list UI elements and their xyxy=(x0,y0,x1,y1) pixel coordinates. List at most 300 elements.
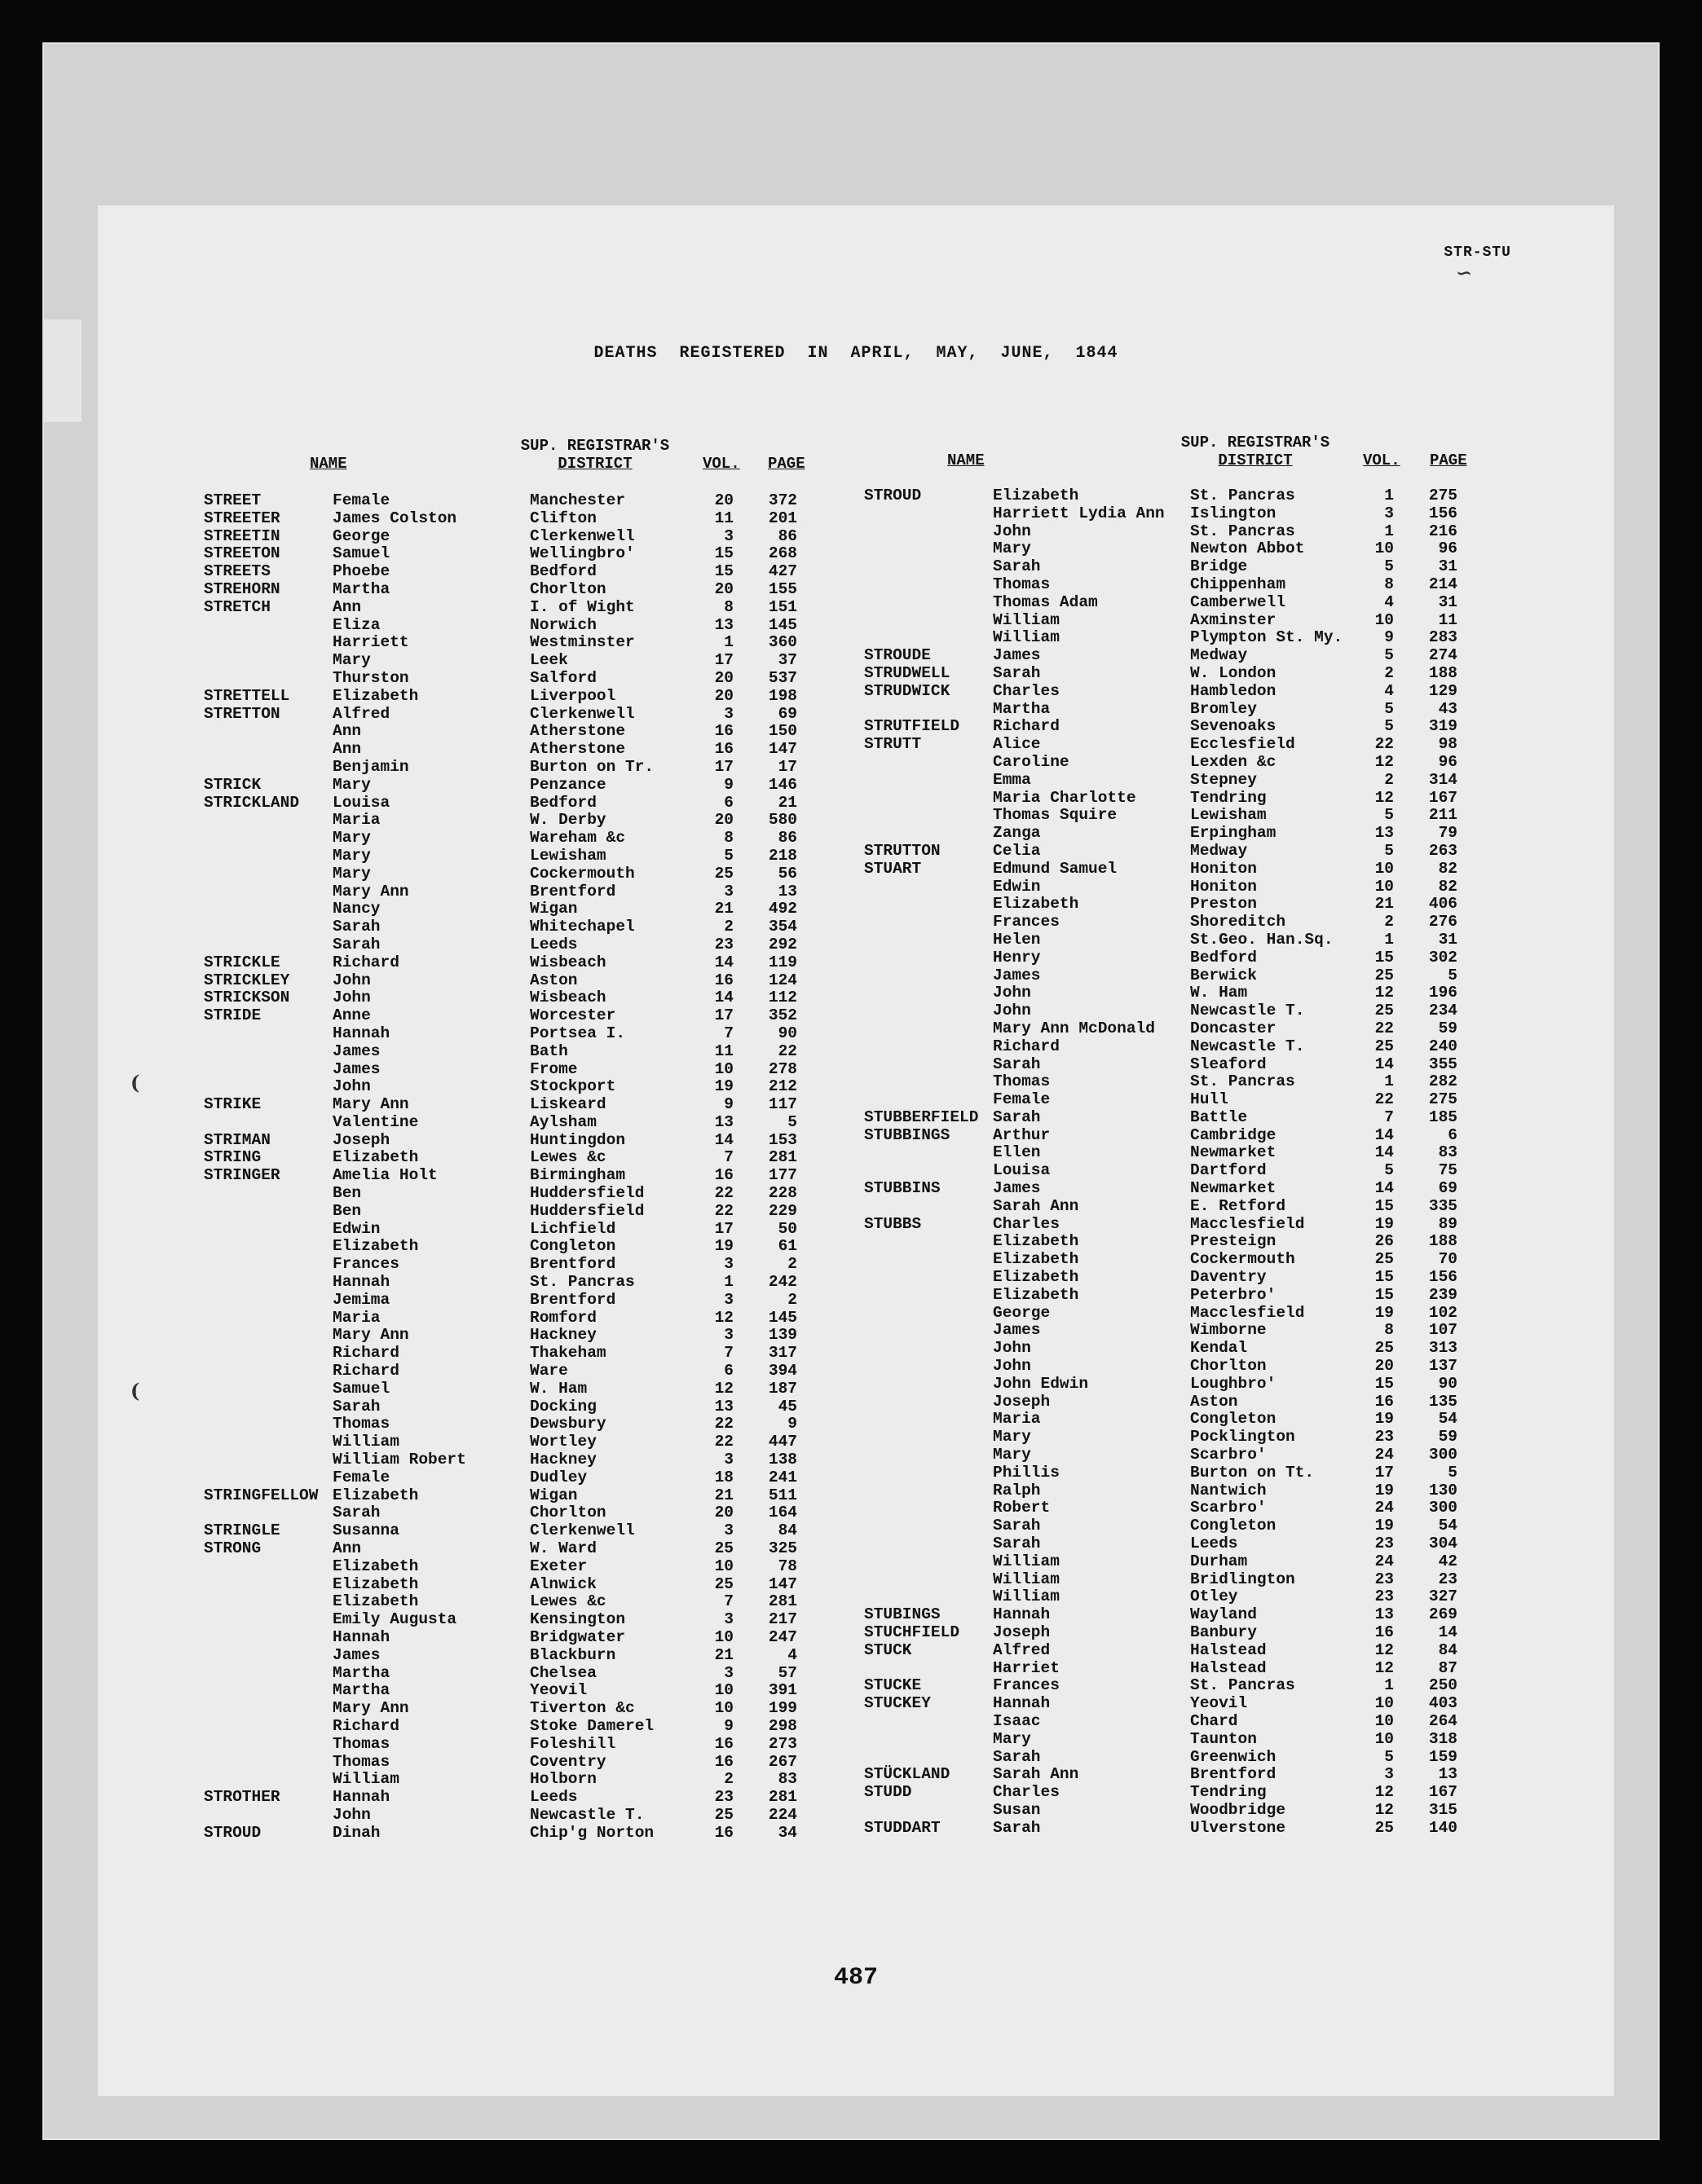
district: E. Retford xyxy=(1190,1196,1286,1215)
page-number: 11 xyxy=(1438,610,1457,629)
volume: 22 xyxy=(1374,1019,1394,1037)
district: Birmingham xyxy=(530,1166,626,1185)
volume: 23 xyxy=(714,935,734,953)
page-number: 146 xyxy=(768,775,797,794)
district: Exeter xyxy=(530,1557,588,1575)
district: Aston xyxy=(530,971,578,989)
volume: 5 xyxy=(1384,557,1394,576)
film-edge-tab xyxy=(44,319,82,422)
surname: STRICKSON xyxy=(204,989,290,1007)
volume: 4 xyxy=(1384,592,1394,611)
forename: Samuel xyxy=(333,1379,390,1398)
district: Congleton xyxy=(1190,1410,1276,1429)
volume: 3 xyxy=(1384,504,1394,522)
district: Stoke Damerel xyxy=(530,1716,655,1735)
forename: Elizabeth xyxy=(333,1237,419,1256)
page-number: 135 xyxy=(1428,1392,1457,1411)
surname: STUDD xyxy=(864,1783,912,1802)
volume: 15 xyxy=(1374,1285,1394,1304)
district: Newcastle T. xyxy=(1190,1037,1305,1055)
district: Wigan xyxy=(530,1486,578,1504)
surname: STRICKLE xyxy=(204,953,280,971)
volume: 1 xyxy=(724,633,734,652)
forename: John xyxy=(333,1805,371,1824)
volume: 19 xyxy=(1374,1410,1394,1429)
forename: Elizabeth xyxy=(993,895,1079,914)
district: Doncaster xyxy=(1190,1019,1276,1037)
forename: Benjamin xyxy=(333,757,409,776)
district: Brentford xyxy=(530,1290,616,1309)
forename: Ann xyxy=(333,1539,362,1558)
district: Cockermouth xyxy=(530,864,635,883)
forename: Edwin xyxy=(333,1219,381,1238)
forename: John xyxy=(333,1077,371,1096)
volume: 13 xyxy=(1374,824,1394,843)
margin-mark: ( xyxy=(130,1379,140,1402)
surname: STUBBINGS xyxy=(864,1125,950,1144)
surname: STREETS xyxy=(204,562,271,581)
forename: Henry xyxy=(993,948,1041,967)
district: Honiton xyxy=(1190,859,1257,878)
forename: Joseph xyxy=(993,1392,1051,1411)
volume: 1 xyxy=(1384,1072,1394,1091)
right-district-header xyxy=(1166,434,1345,469)
district: Liverpool xyxy=(530,686,616,705)
surname: STRICK xyxy=(204,775,262,794)
district: Liskeard xyxy=(530,1095,606,1114)
forename: Sarah xyxy=(333,1397,381,1416)
page-number: 151 xyxy=(768,597,797,616)
page-number: 21 xyxy=(778,793,797,812)
forename: Thomas xyxy=(993,575,1051,593)
district: Chard xyxy=(1190,1711,1238,1730)
district: Brentford xyxy=(530,1255,616,1274)
forename: Mary xyxy=(333,829,371,848)
forename: Louisa xyxy=(993,1161,1051,1180)
district: Wayland xyxy=(1190,1605,1257,1624)
volume: 10 xyxy=(1374,1694,1394,1713)
district: W. Ward xyxy=(530,1539,597,1558)
page-number: 281 xyxy=(768,1788,797,1807)
forename: Elizabeth xyxy=(993,487,1079,504)
page-number: 96 xyxy=(1438,752,1457,771)
forename: Alfred xyxy=(333,704,390,723)
forename: Martha xyxy=(333,579,390,598)
volume: 19 xyxy=(714,1237,734,1256)
forename: Hannah xyxy=(333,1024,390,1042)
volume: 25 xyxy=(714,864,734,883)
page-number: 391 xyxy=(768,1681,797,1700)
volume: 12 xyxy=(714,1379,734,1398)
district: Daventry xyxy=(1190,1268,1267,1287)
page-number: 250 xyxy=(1428,1676,1457,1695)
district: Chorlton xyxy=(530,579,606,598)
forename: Mary Ann xyxy=(333,882,409,900)
volume: 8 xyxy=(724,597,734,616)
volume: 11 xyxy=(714,1041,734,1060)
forename: Jemima xyxy=(333,1290,390,1309)
page-number: 580 xyxy=(768,811,797,830)
page-number: 54 xyxy=(1438,1517,1457,1535)
folio-number: 487 xyxy=(833,1964,878,1992)
surname: STUBINGS xyxy=(864,1605,941,1624)
surname: STUCHFIELD xyxy=(864,1623,960,1641)
district: Berwick xyxy=(1190,966,1257,984)
forename: Charles xyxy=(993,1783,1060,1802)
forename: John xyxy=(993,522,1031,540)
district: Medway xyxy=(1190,646,1248,665)
forename: Thomas xyxy=(993,1072,1051,1091)
district: Bath xyxy=(530,1041,568,1060)
forename: Isaac xyxy=(993,1711,1041,1730)
page-number: 403 xyxy=(1428,1694,1457,1713)
district: Blackburn xyxy=(530,1645,616,1664)
forename: Sarah xyxy=(993,1517,1041,1535)
district: Ware xyxy=(530,1362,568,1380)
district: Newmarket xyxy=(1190,1179,1276,1198)
page-number: 96 xyxy=(1438,539,1457,558)
forename: Mary xyxy=(333,775,371,794)
volume: 15 xyxy=(1374,1196,1394,1215)
volume: 7 xyxy=(724,1148,734,1167)
volume: 3 xyxy=(724,526,734,545)
page-number: 229 xyxy=(768,1201,797,1220)
page-number: 107 xyxy=(1428,1321,1457,1340)
forename: Maria xyxy=(333,811,381,830)
surname: STREHORN xyxy=(204,579,280,598)
volume: 16 xyxy=(714,740,734,759)
volume: 1 xyxy=(724,1273,734,1292)
volume: 18 xyxy=(714,1468,734,1486)
surname: STROUD xyxy=(204,1823,262,1842)
volume: 3 xyxy=(724,1290,734,1309)
forename: Harriet xyxy=(993,1658,1060,1677)
volume: 9 xyxy=(724,1095,734,1114)
page-number: 43 xyxy=(1438,699,1457,718)
page-number: 187 xyxy=(768,1379,797,1398)
page-number: 102 xyxy=(1428,1303,1457,1322)
volume: 10 xyxy=(1374,859,1394,878)
page-number: 147 xyxy=(768,740,797,759)
forename: Thomas xyxy=(333,1415,390,1433)
volume: 20 xyxy=(714,668,734,687)
forename: Hannah xyxy=(333,1273,390,1292)
page-number: 50 xyxy=(778,1219,797,1238)
page-number: 22 xyxy=(778,1041,797,1060)
volume: 26 xyxy=(1374,1232,1394,1251)
volume: 23 xyxy=(1374,1570,1394,1588)
district: Otley xyxy=(1190,1587,1238,1606)
forename: James xyxy=(993,1321,1041,1340)
page-number: 23 xyxy=(1438,1570,1457,1588)
district: Hackney xyxy=(530,1326,597,1345)
district: Whitechapel xyxy=(530,918,635,936)
page-number: 325 xyxy=(768,1539,797,1558)
forename: Maria Charlotte xyxy=(993,788,1136,807)
surname: STRING xyxy=(204,1148,262,1167)
right-name-header: NAME xyxy=(947,451,985,469)
forename: Ralph xyxy=(993,1481,1041,1499)
district: Honiton xyxy=(1190,877,1257,896)
district: Nantwich xyxy=(1190,1481,1267,1499)
volume: 2 xyxy=(1384,770,1394,789)
district: Newcastle T. xyxy=(1190,1002,1305,1020)
page-number: 185 xyxy=(1428,1107,1457,1126)
forename: Caroline xyxy=(993,752,1069,771)
left-name-header: NAME xyxy=(310,455,347,473)
forename: Sarah xyxy=(993,1818,1041,1837)
page-number: 268 xyxy=(768,544,797,563)
volume: 19 xyxy=(1374,1303,1394,1322)
district: Brentford xyxy=(530,882,616,900)
surname: STRINGER xyxy=(204,1166,280,1185)
district: Leeds xyxy=(530,1788,578,1807)
district: Salford xyxy=(530,668,597,687)
volume: 3 xyxy=(724,1451,734,1469)
district: Battle xyxy=(1190,1107,1248,1126)
surname: STUCKEY xyxy=(864,1694,931,1713)
district: Hull xyxy=(1190,1090,1228,1109)
volume: 15 xyxy=(1374,1374,1394,1393)
page-number: 84 xyxy=(1438,1640,1457,1659)
forename: James xyxy=(333,1645,381,1664)
forename: Elizabeth xyxy=(333,1486,419,1504)
volume: 16 xyxy=(1374,1623,1394,1641)
forename: Frances xyxy=(993,913,1060,931)
district: Dudley xyxy=(530,1468,588,1486)
volume: 24 xyxy=(1374,1446,1394,1464)
district: Foleshill xyxy=(530,1734,616,1753)
district: Bromley xyxy=(1190,699,1257,718)
district: W. London xyxy=(1190,663,1276,682)
surname: STUCK xyxy=(864,1640,912,1659)
page-number: 360 xyxy=(768,633,797,652)
volume: 5 xyxy=(724,846,734,865)
volume: 10 xyxy=(1374,1729,1394,1748)
page-number: 211 xyxy=(1428,806,1457,825)
page-number: 177 xyxy=(768,1166,797,1185)
surname: STUBBS xyxy=(864,1214,922,1233)
volume: 12 xyxy=(1374,984,1394,1002)
forename: Ben xyxy=(333,1201,362,1220)
volume: 12 xyxy=(1374,788,1394,807)
forename: Sarah xyxy=(993,1747,1041,1766)
page-number: 150 xyxy=(768,722,797,741)
forename: Thomas Adam xyxy=(993,592,1098,611)
forename: Sarah Ann xyxy=(993,1765,1079,1784)
page-number: 31 xyxy=(1438,557,1457,576)
forename: Mary xyxy=(993,1428,1031,1446)
volume: 9 xyxy=(724,775,734,794)
page-number: 2 xyxy=(787,1255,797,1274)
forename: Martha xyxy=(333,1663,390,1682)
forename: Female xyxy=(333,491,390,509)
forename: Harriett xyxy=(333,633,409,652)
page-number: 198 xyxy=(768,686,797,705)
page-number: 61 xyxy=(778,1237,797,1256)
volume: 10 xyxy=(714,1681,734,1700)
district: Wigan xyxy=(530,900,578,918)
volume: 12 xyxy=(1374,1640,1394,1659)
forename: William xyxy=(993,1570,1060,1588)
volume: 7 xyxy=(724,1344,734,1363)
surname: STRUTFIELD xyxy=(864,717,960,736)
district: Shoreditch xyxy=(1190,913,1286,931)
page-number: 263 xyxy=(1428,841,1457,860)
forename: James xyxy=(333,1041,381,1060)
page-number: 298 xyxy=(768,1716,797,1735)
forename: James xyxy=(993,966,1041,984)
volume: 20 xyxy=(714,1504,734,1522)
page-number: 304 xyxy=(1428,1535,1457,1553)
volume: 7 xyxy=(724,1024,734,1042)
district: Alnwick xyxy=(530,1574,597,1593)
forename: Helen xyxy=(993,930,1041,949)
district: Newton Abbot xyxy=(1190,539,1305,558)
district: Leeds xyxy=(1190,1535,1238,1553)
page-number: 145 xyxy=(768,1308,797,1327)
page-number: 278 xyxy=(768,1059,797,1078)
forename: Thomas xyxy=(333,1734,390,1753)
volume: 11 xyxy=(714,509,734,527)
forename: James xyxy=(993,1179,1041,1198)
forename: Amelia Holt xyxy=(333,1166,438,1185)
page-number: 188 xyxy=(1428,1232,1457,1251)
district: Medway xyxy=(1190,841,1248,860)
district: Bridlington xyxy=(1190,1570,1295,1588)
district: Newcastle T. xyxy=(530,1805,645,1824)
district: Huntingdon xyxy=(530,1130,626,1149)
page-number: 201 xyxy=(768,509,797,527)
forename: Elizabeth xyxy=(333,1592,419,1611)
volume: 2 xyxy=(1384,663,1394,682)
surname: STREETON xyxy=(204,544,280,563)
volume: 20 xyxy=(714,579,734,598)
forename: Phoebe xyxy=(333,562,390,581)
left-page-header: PAGE xyxy=(768,455,805,473)
page-number: 124 xyxy=(768,971,797,989)
district: Coventry xyxy=(530,1752,606,1771)
forename: Hannah xyxy=(333,1628,390,1646)
forename: Thomas Squire xyxy=(993,806,1118,825)
district: Dartford xyxy=(1190,1161,1267,1180)
page-number: 4 xyxy=(787,1645,797,1664)
volume: 15 xyxy=(714,562,734,581)
page-number: 188 xyxy=(1428,663,1457,682)
forename: Mary Ann McDonald xyxy=(993,1019,1155,1037)
volume: 7 xyxy=(724,1592,734,1611)
district: Banbury xyxy=(1190,1623,1257,1641)
page-number: 228 xyxy=(768,1184,797,1203)
forename: Sarah xyxy=(333,1504,381,1522)
volume: 14 xyxy=(1374,1125,1394,1144)
volume: 19 xyxy=(1374,1214,1394,1233)
district: Thakeham xyxy=(530,1344,606,1363)
forename: Joseph xyxy=(333,1130,390,1149)
volume: 1 xyxy=(1384,1676,1394,1695)
forename: Martha xyxy=(333,1681,390,1700)
page-number: 17 xyxy=(778,757,797,776)
forename: Richard xyxy=(333,1362,399,1380)
forename: Elizabeth xyxy=(333,686,419,705)
district: Docking xyxy=(530,1397,597,1416)
volume: 24 xyxy=(1374,1499,1394,1517)
forename: Hannah xyxy=(993,1605,1051,1624)
district: I. of Wight xyxy=(530,597,635,616)
district: Clerkenwell xyxy=(530,526,635,545)
volume: 3 xyxy=(724,1255,734,1274)
district: Scarbro' xyxy=(1190,1446,1267,1464)
district: Manchester xyxy=(530,491,626,509)
forename: Ben xyxy=(333,1184,362,1203)
volume: 14 xyxy=(1374,1179,1394,1198)
volume: 14 xyxy=(714,953,734,971)
forename: William Robert xyxy=(333,1451,466,1469)
surname: STRICKLEY xyxy=(204,971,290,989)
forename: Edmund Samuel xyxy=(993,859,1118,878)
district: Woodbridge xyxy=(1190,1800,1286,1819)
page-number: 54 xyxy=(1438,1410,1457,1429)
page-number: 394 xyxy=(768,1362,797,1380)
volume: 17 xyxy=(714,1219,734,1238)
district: Bedford xyxy=(1190,948,1257,967)
forename: Ann xyxy=(333,722,362,741)
forename: Thomas xyxy=(333,1752,390,1771)
page-number: 240 xyxy=(1428,1037,1457,1055)
page-number: 300 xyxy=(1428,1446,1457,1464)
page-number: 130 xyxy=(1428,1481,1457,1499)
surname: STRUDWICK xyxy=(864,681,950,700)
volume: 3 xyxy=(724,1521,734,1540)
volume: 21 xyxy=(714,1645,734,1664)
page-number: 537 xyxy=(768,668,797,687)
district: Wellingbro' xyxy=(530,544,635,563)
page-number: 5 xyxy=(1448,1463,1457,1482)
page-number: 164 xyxy=(768,1504,797,1522)
volume: 8 xyxy=(1384,1321,1394,1340)
volume: 8 xyxy=(1384,575,1394,593)
page-number: 247 xyxy=(768,1628,797,1646)
district: Norwich xyxy=(530,615,597,634)
page-number: 5 xyxy=(1448,966,1457,984)
forename: Elizabeth xyxy=(993,1268,1079,1287)
forename: William xyxy=(993,1552,1060,1570)
surname: STRIKE xyxy=(204,1095,262,1114)
page-number: 45 xyxy=(778,1397,797,1416)
district: Clifton xyxy=(530,509,597,527)
forename: William xyxy=(993,628,1060,647)
district: Stockport xyxy=(530,1077,616,1096)
forename: Ann xyxy=(333,597,362,616)
district: St.Geo. Han.Sq. xyxy=(1190,930,1334,949)
forename: Mary xyxy=(993,1446,1031,1464)
page-number: 218 xyxy=(768,846,797,865)
district: Macclesfield xyxy=(1190,1303,1305,1322)
district: St. Pancras xyxy=(1190,487,1295,504)
volume: 7 xyxy=(1384,1107,1394,1126)
forename: Mary Ann xyxy=(333,1095,409,1114)
page-number: 319 xyxy=(1428,717,1457,736)
volume: 20 xyxy=(1374,1357,1394,1376)
surname: STUCKE xyxy=(864,1676,922,1695)
forename: Alfred xyxy=(993,1640,1051,1659)
surname: STUDDART xyxy=(864,1818,941,1837)
left-district-header xyxy=(505,437,685,473)
forename: Sarah xyxy=(993,557,1041,576)
page-number: 372 xyxy=(768,491,797,509)
page-number: 59 xyxy=(1438,1019,1457,1037)
district: Chorlton xyxy=(1190,1357,1267,1376)
